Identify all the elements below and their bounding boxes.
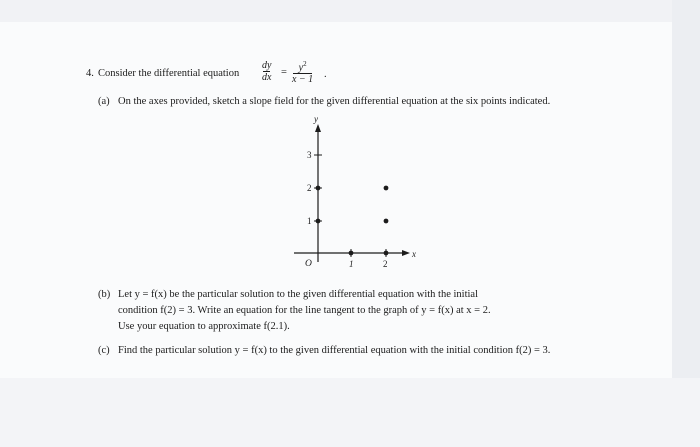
part-b-line-3: Use your equation to approximate f(2.1). bbox=[118, 321, 290, 332]
x-axis-arrow bbox=[402, 250, 410, 256]
x-tick-label-1: 1 bbox=[349, 259, 354, 269]
part-c-text: Find the particular solution y = f(x) to the given differential equation with the initial condition f(2) = 3. bbox=[118, 345, 551, 356]
y-tick-label-2: 2 bbox=[307, 183, 312, 193]
point-2-1 bbox=[384, 219, 389, 224]
y-axis-label: y bbox=[314, 114, 318, 124]
part-c-label: (c) bbox=[98, 345, 110, 356]
point-0-2 bbox=[316, 186, 321, 191]
rhs-denominator: x − 1 bbox=[292, 74, 314, 86]
lhs-numerator: dy bbox=[262, 60, 272, 71]
rhs-numerator: $y^2$ bbox=[298, 60, 307, 74]
problem-intro: Consider the differential equation bbox=[98, 68, 240, 79]
origin-label: O bbox=[305, 259, 312, 269]
problem-number: 4. bbox=[86, 68, 94, 79]
point-2-2 bbox=[384, 186, 389, 191]
part-b-line-2: condition f(2) = 3. Write an equation for the line tangent to the graph of y = f(x) at x = 2. bbox=[118, 305, 491, 316]
y-tick-marks bbox=[314, 155, 386, 257]
x-axis-label: x bbox=[412, 249, 416, 259]
y-tick-label-3: 3 bbox=[307, 150, 312, 160]
y-axis-arrow bbox=[315, 124, 321, 132]
part-a-label: (a) bbox=[98, 96, 110, 107]
part-b-label: (b) bbox=[98, 289, 111, 300]
point-0-1 bbox=[316, 219, 321, 224]
axes-group bbox=[294, 128, 404, 262]
point-1-0 bbox=[349, 251, 354, 256]
point-2-0 bbox=[384, 251, 389, 256]
part-a-text: On the axes provided, sketch a slope field for the given differential equation at the six points indicated. bbox=[118, 96, 551, 107]
equation-period: . bbox=[324, 69, 327, 80]
y-tick-label-1: 1 bbox=[307, 216, 312, 226]
part-b-line-1: Let y = f(x) be the particular solution to the given differential equation with the initial bbox=[118, 289, 478, 300]
lhs-denominator: dx bbox=[262, 72, 272, 83]
equation-equals: = bbox=[281, 67, 287, 78]
x-tick-label-2: 2 bbox=[383, 259, 388, 269]
grid-points bbox=[316, 186, 389, 256]
